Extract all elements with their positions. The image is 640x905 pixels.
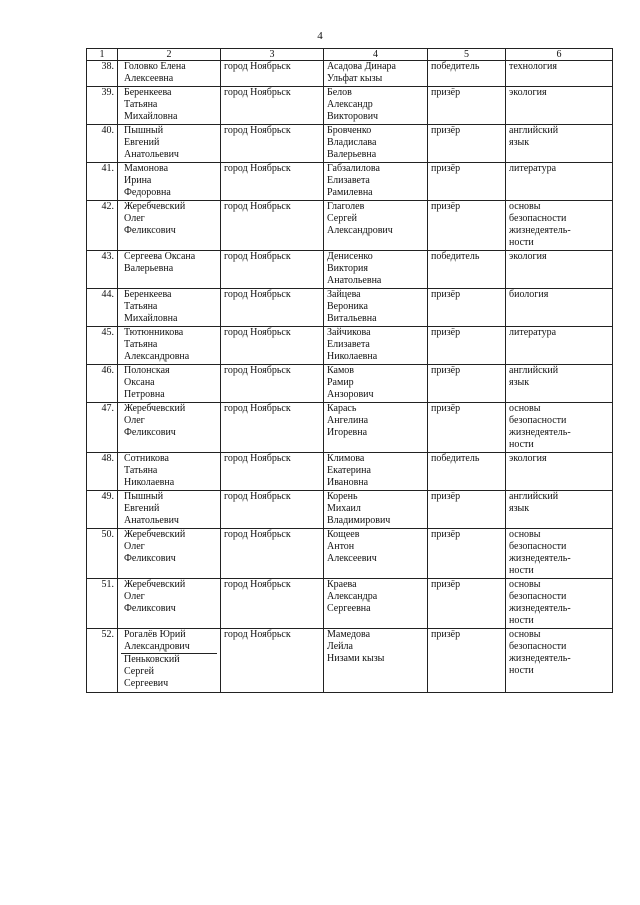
page-number: 4: [317, 30, 323, 42]
student-cell: Камов Рамир Анзорович: [324, 365, 428, 403]
column-header-3: 3: [221, 49, 324, 61]
row-number: 41.: [87, 163, 118, 201]
table-row: [87, 61, 613, 87]
column-header-6: 6: [506, 49, 613, 61]
table-row: [87, 87, 613, 125]
city-cell: город Ноябрьск: [221, 201, 324, 251]
subject-cell: экология: [506, 87, 613, 125]
row-number: 47.: [87, 403, 118, 453]
city-cell: город Ноябрьск: [221, 87, 324, 125]
table-header: [87, 49, 613, 61]
student-cell: Карась Ангелина Игоревна: [324, 403, 428, 453]
status-cell: призёр: [428, 327, 506, 365]
student-cell: Климова Екатерина Ивановна: [324, 453, 428, 491]
city-cell: город Ноябрьск: [221, 327, 324, 365]
student-cell: Глаголев Сергей Александрович: [324, 201, 428, 251]
coach-name: Жеребчевский Олег Феликсович: [124, 201, 186, 236]
row-number: 46.: [87, 365, 118, 403]
subject-cell: литература: [506, 163, 613, 201]
status-cell: призёр: [428, 491, 506, 529]
coach-cell: [118, 163, 221, 201]
coach-cell: [118, 87, 221, 125]
status-cell: призёр: [428, 365, 506, 403]
subject-cell: основы безопасности жизнедеятель- ности: [506, 529, 613, 579]
coach-cell: [118, 61, 221, 87]
city-cell: город Ноябрьск: [221, 529, 324, 579]
coach-cell: [118, 491, 221, 529]
status-cell: победитель: [428, 453, 506, 491]
coach-name: Жеребчевский Олег Феликсович: [124, 579, 186, 614]
coach-name: Сергеева Оксана Валерьевна: [124, 251, 196, 274]
student-cell: Асадова Динара Ульфат кызы: [324, 61, 428, 87]
table-row: [87, 579, 613, 629]
table-row: [87, 491, 613, 529]
coach-name: Беренкеева Татьяна Михайловна: [124, 87, 178, 122]
status-cell: победитель: [428, 251, 506, 289]
coach-name: Пышный Евгений Анатольевич: [124, 125, 179, 160]
coach-name: Головко Елена Алексеевна: [124, 61, 186, 84]
subject-cell: экология: [506, 251, 613, 289]
coach-name: Пышный Евгений Анатольевич: [124, 491, 179, 526]
student-cell: Денисенко Виктория Анатольевна: [324, 251, 428, 289]
row-number: 42.: [87, 201, 118, 251]
status-cell: призёр: [428, 163, 506, 201]
table-row: [87, 251, 613, 289]
city-cell: город Ноябрьск: [221, 491, 324, 529]
table-body: [87, 61, 613, 693]
status-cell: призёр: [428, 579, 506, 629]
coach-cell: [118, 201, 221, 251]
coach-cell: [118, 629, 221, 693]
coach-cell: [118, 251, 221, 289]
city-cell: город Ноябрьск: [221, 453, 324, 491]
coach-cell: [118, 289, 221, 327]
subject-cell: основы безопасности жизнедеятель- ности: [506, 579, 613, 629]
table-row: [87, 125, 613, 163]
city-cell: город Ноябрьск: [221, 61, 324, 87]
city-cell: город Ноябрьск: [221, 629, 324, 693]
status-cell: призёр: [428, 529, 506, 579]
status-cell: победитель: [428, 61, 506, 87]
subject-cell: экология: [506, 453, 613, 491]
status-cell: призёр: [428, 289, 506, 327]
table-row: [87, 201, 613, 251]
table-row: [87, 365, 613, 403]
row-number: 50.: [87, 529, 118, 579]
row-number: 52.: [87, 629, 118, 693]
city-cell: город Ноябрьск: [221, 579, 324, 629]
column-header-5: 5: [428, 49, 506, 61]
coach-cell: [118, 327, 221, 365]
city-cell: город Ноябрьск: [221, 365, 324, 403]
coach-name: Мамонова Ирина Федоровна: [124, 163, 171, 198]
subject-cell: биология: [506, 289, 613, 327]
subject-cell: основы безопасности жизнедеятель- ности: [506, 403, 613, 453]
student-cell: Бровченко Владислава Валерьевна: [324, 125, 428, 163]
status-cell: призёр: [428, 87, 506, 125]
subject-cell: технология: [506, 61, 613, 87]
student-cell: Краева Александра Сергеевна: [324, 579, 428, 629]
row-number: 48.: [87, 453, 118, 491]
row-number: 40.: [87, 125, 118, 163]
coach-name: Беренкеева Татьяна Михайловна: [124, 289, 178, 324]
coach-name: Жеребчевский Олег Феликсович: [124, 529, 186, 564]
table-row: [87, 529, 613, 579]
table-row: [87, 327, 613, 365]
coach-cell: [118, 365, 221, 403]
coach-name: Сотникова Татьяна Николаевна: [124, 453, 175, 488]
row-number: 38.: [87, 61, 118, 87]
status-cell: призёр: [428, 201, 506, 251]
city-cell: город Ноябрьск: [221, 403, 324, 453]
row-number: 39.: [87, 87, 118, 125]
coach-name: Полонская Оксана Петровна: [124, 365, 170, 400]
row-number: 43.: [87, 251, 118, 289]
column-header-4: 4: [324, 49, 428, 61]
city-cell: город Ноябрьск: [221, 125, 324, 163]
subject-cell: основы безопасности жизнедеятель- ности: [506, 629, 613, 693]
row-number: 51.: [87, 579, 118, 629]
coach-cell: [118, 529, 221, 579]
coach-cell: [118, 403, 221, 453]
row-number: 45.: [87, 327, 118, 365]
header-row: [87, 49, 613, 61]
status-cell: призёр: [428, 125, 506, 163]
coach-cell: [118, 579, 221, 629]
coach-name: Рогалёв Юрий Александрович: [124, 629, 190, 652]
student-cell: Кощеев Антон Алексеевич: [324, 529, 428, 579]
results-table: [86, 48, 613, 693]
coach-cell: [118, 125, 221, 163]
student-cell: Белов Александр Викторович: [324, 87, 428, 125]
subject-cell: английский язык: [506, 125, 613, 163]
column-header-2: 2: [118, 49, 221, 61]
row-number: 44.: [87, 289, 118, 327]
table-row: [87, 629, 613, 693]
city-cell: город Ноябрьск: [221, 251, 324, 289]
coach-name: Тютюнникова Татьяна Александровна: [124, 327, 190, 362]
student-cell: Мамедова Лейла Низами кызы: [324, 629, 428, 693]
column-header-1: 1: [87, 49, 118, 61]
coach-name: Жеребчевский Олег Феликсович: [124, 403, 186, 438]
subject-cell: английский язык: [506, 491, 613, 529]
subject-cell: литература: [506, 327, 613, 365]
city-cell: город Ноябрьск: [221, 163, 324, 201]
student-cell: Зайцева Вероника Витальевна: [324, 289, 428, 327]
row-number: 49.: [87, 491, 118, 529]
table-row: [87, 163, 613, 201]
city-cell: город Ноябрьск: [221, 289, 324, 327]
subject-cell: английский язык: [506, 365, 613, 403]
coach-cell: [118, 453, 221, 491]
status-cell: призёр: [428, 403, 506, 453]
student-cell: Зайчикова Елизавета Николаевна: [324, 327, 428, 365]
coach-name: Пеньковский Сергей Сергеевич: [121, 653, 217, 690]
student-cell: Габзалилова Елизавета Рамилевна: [324, 163, 428, 201]
table-row: [87, 289, 613, 327]
status-cell: призёр: [428, 629, 506, 693]
table-row: [87, 403, 613, 453]
student-cell: Корень Михаил Владимирович: [324, 491, 428, 529]
subject-cell: основы безопасности жизнедеятель- ности: [506, 201, 613, 251]
table-row: [87, 453, 613, 491]
